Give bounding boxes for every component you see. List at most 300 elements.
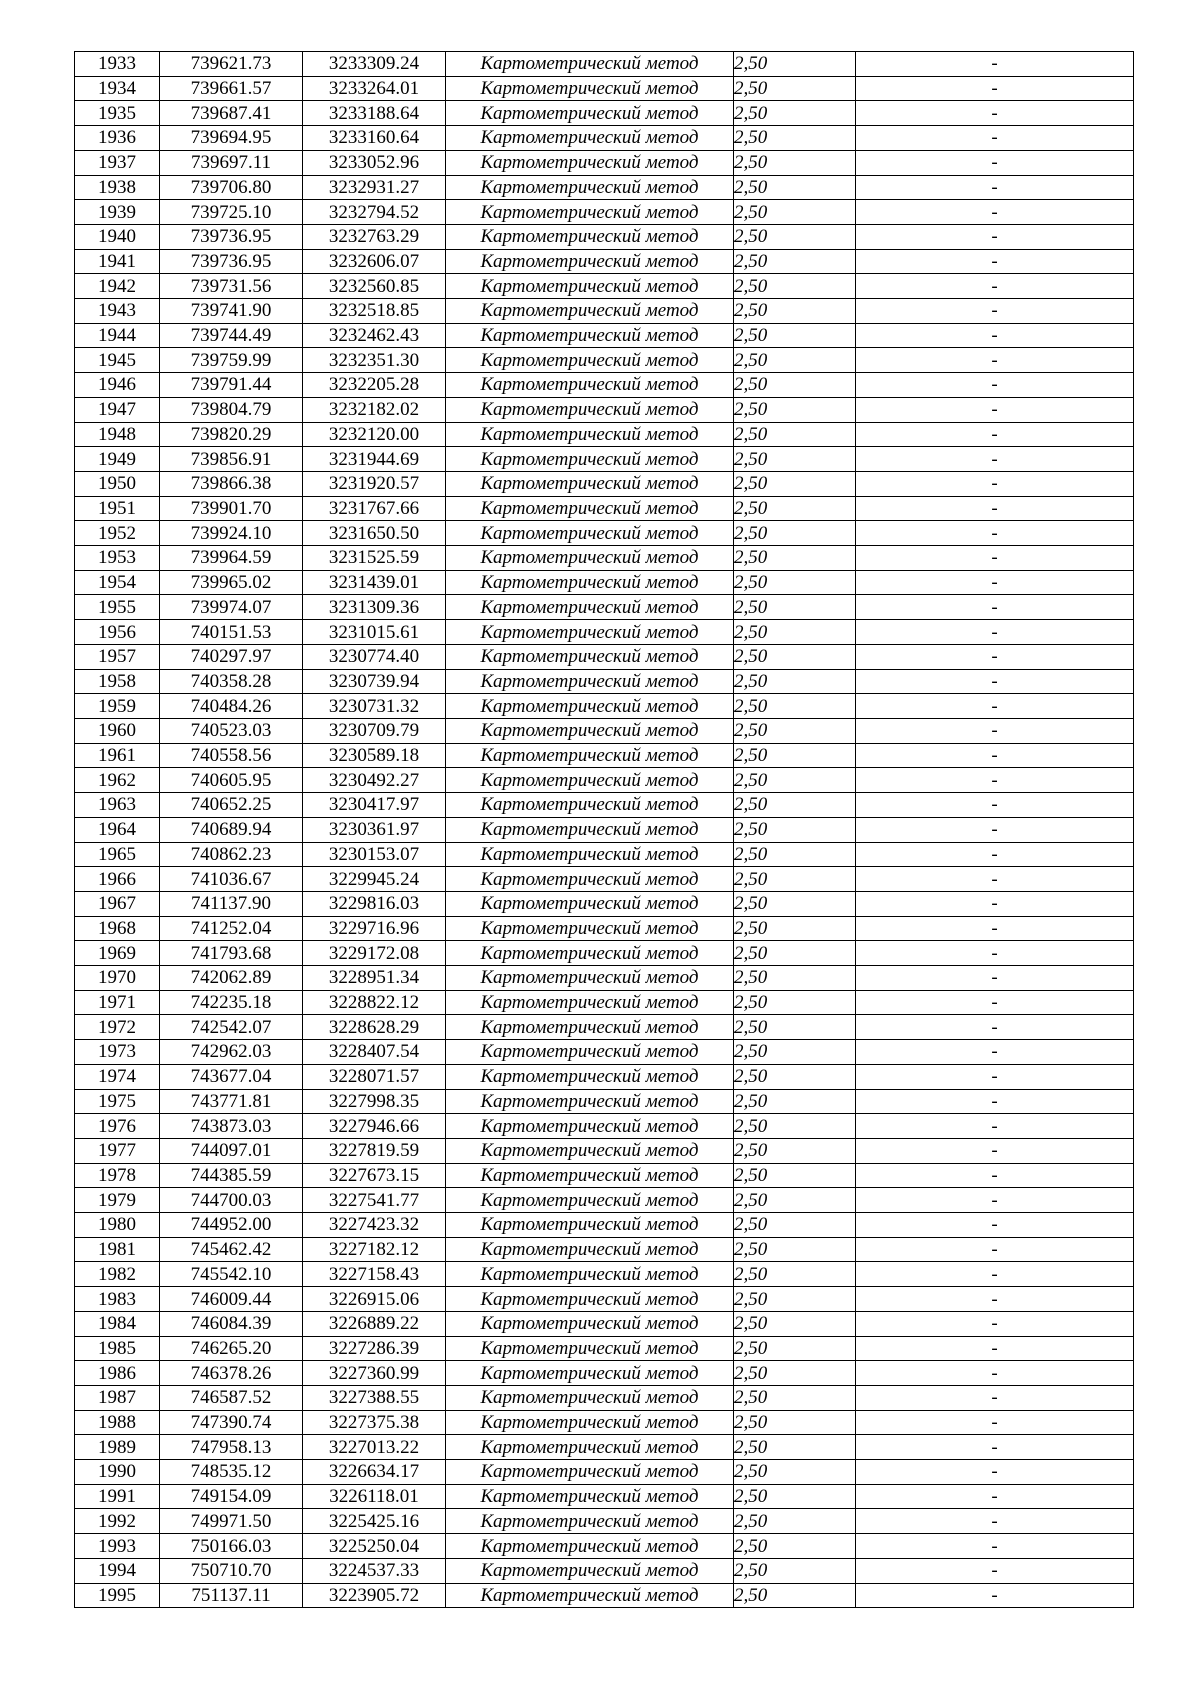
point-number-cell: 1976 [75,1114,160,1139]
x-coordinate-cell: 739621.73 [160,52,303,77]
method-cell: Картометрический метод [446,768,734,793]
y-coordinate-cell: 3233188.64 [303,101,446,126]
point-number-cell: 1989 [75,1435,160,1460]
y-coordinate-cell: 3232931.27 [303,175,446,200]
point-number-cell: 1963 [75,793,160,818]
point-number-cell: 1950 [75,471,160,496]
accuracy-cell: 2,50 [734,175,856,200]
y-coordinate-cell: 3228628.29 [303,1015,446,1040]
point-number-cell: 1978 [75,1163,160,1188]
y-coordinate-cell: 3231439.01 [303,570,446,595]
point-number-cell: 1967 [75,891,160,916]
x-coordinate-cell: 739974.07 [160,595,303,620]
y-coordinate-cell: 3224537.33 [303,1558,446,1583]
accuracy-cell: 2,50 [734,1163,856,1188]
description-cell: - [856,595,1134,620]
method-cell: Картометрический метод [446,595,734,620]
description-cell: - [856,570,1134,595]
y-coordinate-cell: 3227998.35 [303,1089,446,1114]
accuracy-cell: 2,50 [734,644,856,669]
y-coordinate-cell: 3232182.02 [303,397,446,422]
method-cell: Картометрический метод [446,669,734,694]
y-coordinate-cell: 3232351.30 [303,348,446,373]
point-number-cell: 1968 [75,916,160,941]
description-cell: - [856,101,1134,126]
x-coordinate-cell: 739759.99 [160,348,303,373]
method-cell: Картометрический метод [446,1410,734,1435]
description-cell: - [856,249,1134,274]
accuracy-cell: 2,50 [734,52,856,77]
table-row [75,397,1134,422]
table-row [75,990,1134,1015]
description-cell: - [856,1089,1134,1114]
description-cell: - [856,669,1134,694]
method-cell: Картометрический метод [446,966,734,991]
accuracy-cell: 2,50 [734,1188,856,1213]
x-coordinate-cell: 739804.79 [160,397,303,422]
y-coordinate-cell: 3231525.59 [303,546,446,571]
x-coordinate-cell: 739924.10 [160,521,303,546]
method-cell: Картометрический метод [446,1435,734,1460]
x-coordinate-cell: 740484.26 [160,694,303,719]
method-cell: Картометрический метод [446,471,734,496]
method-cell: Картометрический метод [446,521,734,546]
table-row [75,1484,1134,1509]
y-coordinate-cell: 3233052.96 [303,150,446,175]
method-cell: Картометрический метод [446,1287,734,1312]
y-coordinate-cell: 3230731.32 [303,694,446,719]
method-cell: Картометрический метод [446,1336,734,1361]
description-cell: - [856,1558,1134,1583]
description-cell: - [856,768,1134,793]
accuracy-cell: 2,50 [734,694,856,719]
y-coordinate-cell: 3231650.50 [303,521,446,546]
method-cell: Картометрический метод [446,990,734,1015]
method-cell: Картометрический метод [446,1583,734,1608]
accuracy-cell: 2,50 [734,1138,856,1163]
accuracy-cell: 2,50 [734,249,856,274]
y-coordinate-cell: 3227286.39 [303,1336,446,1361]
point-number-cell: 1977 [75,1138,160,1163]
x-coordinate-cell: 739820.29 [160,422,303,447]
point-number-cell: 1943 [75,299,160,324]
x-coordinate-cell: 746009.44 [160,1287,303,1312]
y-coordinate-cell: 3230739.94 [303,669,446,694]
table-row [75,1385,1134,1410]
accuracy-cell: 2,50 [734,373,856,398]
point-number-cell: 1971 [75,990,160,1015]
point-number-cell: 1936 [75,126,160,151]
method-cell: Картометрический метод [446,1361,734,1386]
table-row [75,496,1134,521]
table-row [75,471,1134,496]
x-coordinate-cell: 739731.56 [160,274,303,299]
table-row [75,200,1134,225]
accuracy-cell: 2,50 [734,1534,856,1559]
accuracy-cell: 2,50 [734,101,856,126]
accuracy-cell: 2,50 [734,1361,856,1386]
method-cell: Картометрический метод [446,200,734,225]
accuracy-cell: 2,50 [734,1410,856,1435]
point-number-cell: 1966 [75,867,160,892]
table-row [75,1287,1134,1312]
accuracy-cell: 2,50 [734,447,856,472]
description-cell: - [856,496,1134,521]
x-coordinate-cell: 740652.25 [160,793,303,818]
x-coordinate-cell: 749971.50 [160,1509,303,1534]
description-cell: - [856,1410,1134,1435]
accuracy-cell: 2,50 [734,718,856,743]
y-coordinate-cell: 3232120.00 [303,422,446,447]
description-cell: - [856,126,1134,151]
point-number-cell: 1988 [75,1410,160,1435]
description-cell: - [856,348,1134,373]
point-number-cell: 1982 [75,1262,160,1287]
x-coordinate-cell: 742962.03 [160,1040,303,1065]
x-coordinate-cell: 739744.49 [160,323,303,348]
x-coordinate-cell: 746378.26 [160,1361,303,1386]
description-cell: - [856,175,1134,200]
x-coordinate-cell: 744700.03 [160,1188,303,1213]
x-coordinate-cell: 739697.11 [160,150,303,175]
table-row [75,1262,1134,1287]
method-cell: Картометрический метод [446,916,734,941]
description-cell: - [856,1114,1134,1139]
point-number-cell: 1994 [75,1558,160,1583]
point-number-cell: 1980 [75,1213,160,1238]
x-coordinate-cell: 741252.04 [160,916,303,941]
y-coordinate-cell: 3232205.28 [303,373,446,398]
method-cell: Картометрический метод [446,1163,734,1188]
accuracy-cell: 2,50 [734,323,856,348]
method-cell: Картометрический метод [446,743,734,768]
description-cell: - [856,1484,1134,1509]
coordinates-table [74,51,1134,1608]
accuracy-cell: 2,50 [734,1114,856,1139]
table-row [75,1237,1134,1262]
description-cell: - [856,916,1134,941]
description-cell: - [856,200,1134,225]
y-coordinate-cell: 3227375.38 [303,1410,446,1435]
y-coordinate-cell: 3227423.32 [303,1213,446,1238]
y-coordinate-cell: 3231309.36 [303,595,446,620]
table-row [75,323,1134,348]
y-coordinate-cell: 3232518.85 [303,299,446,324]
description-cell: - [856,842,1134,867]
accuracy-cell: 2,50 [734,224,856,249]
table-row [75,1460,1134,1485]
description-cell: - [856,1040,1134,1065]
table-row [75,1509,1134,1534]
y-coordinate-cell: 3232763.29 [303,224,446,249]
point-number-cell: 1949 [75,447,160,472]
table-row [75,595,1134,620]
method-cell: Картометрический метод [446,1558,734,1583]
accuracy-cell: 2,50 [734,990,856,1015]
accuracy-cell: 2,50 [734,916,856,941]
x-coordinate-cell: 743771.81 [160,1089,303,1114]
method-cell: Картометрический метод [446,867,734,892]
description-cell: - [856,52,1134,77]
y-coordinate-cell: 3226889.22 [303,1311,446,1336]
description-cell: - [856,1583,1134,1608]
table-row [75,1311,1134,1336]
table-row [75,249,1134,274]
description-cell: - [856,1213,1134,1238]
point-number-cell: 1945 [75,348,160,373]
y-coordinate-cell: 3232560.85 [303,274,446,299]
point-number-cell: 1962 [75,768,160,793]
table-row [75,546,1134,571]
x-coordinate-cell: 746265.20 [160,1336,303,1361]
method-cell: Картометрический метод [446,1015,734,1040]
y-coordinate-cell: 3230417.97 [303,793,446,818]
method-cell: Картометрический метод [446,150,734,175]
accuracy-cell: 2,50 [734,1583,856,1608]
table-row [75,101,1134,126]
accuracy-cell: 2,50 [734,471,856,496]
method-cell: Картометрический метод [446,348,734,373]
x-coordinate-cell: 747958.13 [160,1435,303,1460]
point-number-cell: 1992 [75,1509,160,1534]
point-number-cell: 1944 [75,323,160,348]
accuracy-cell: 2,50 [734,1484,856,1509]
table-row [75,1138,1134,1163]
table-row [75,1534,1134,1559]
x-coordinate-cell: 740862.23 [160,842,303,867]
x-coordinate-cell: 740558.56 [160,743,303,768]
point-number-cell: 1983 [75,1287,160,1312]
accuracy-cell: 2,50 [734,126,856,151]
point-number-cell: 1987 [75,1385,160,1410]
table-row [75,447,1134,472]
table-row [75,1213,1134,1238]
method-cell: Картометрический метод [446,323,734,348]
table-row [75,916,1134,941]
x-coordinate-cell: 739736.95 [160,249,303,274]
method-cell: Картометрический метод [446,224,734,249]
description-cell: - [856,1015,1134,1040]
point-number-cell: 1969 [75,941,160,966]
table-row [75,422,1134,447]
accuracy-cell: 2,50 [734,1064,856,1089]
method-cell: Картометрический метод [446,793,734,818]
x-coordinate-cell: 740689.94 [160,817,303,842]
x-coordinate-cell: 748535.12 [160,1460,303,1485]
x-coordinate-cell: 743677.04 [160,1064,303,1089]
table-row [75,126,1134,151]
table-row [75,1188,1134,1213]
description-cell: - [856,1188,1134,1213]
description-cell: - [856,694,1134,719]
x-coordinate-cell: 742235.18 [160,990,303,1015]
y-coordinate-cell: 3231920.57 [303,471,446,496]
accuracy-cell: 2,50 [734,1213,856,1238]
method-cell: Картометрический метод [446,1262,734,1287]
x-coordinate-cell: 739725.10 [160,200,303,225]
y-coordinate-cell: 3228822.12 [303,990,446,1015]
y-coordinate-cell: 3228071.57 [303,1064,446,1089]
description-cell: - [856,224,1134,249]
accuracy-cell: 2,50 [734,1336,856,1361]
table-row [75,669,1134,694]
y-coordinate-cell: 3229945.24 [303,867,446,892]
x-coordinate-cell: 739901.70 [160,496,303,521]
y-coordinate-cell: 3230774.40 [303,644,446,669]
y-coordinate-cell: 3227388.55 [303,1385,446,1410]
accuracy-cell: 2,50 [734,1040,856,1065]
method-cell: Картометрический метод [446,570,734,595]
description-cell: - [856,76,1134,101]
y-coordinate-cell: 3227360.99 [303,1361,446,1386]
accuracy-cell: 2,50 [734,1460,856,1485]
table-row [75,817,1134,842]
table-row [75,966,1134,991]
accuracy-cell: 2,50 [734,1509,856,1534]
description-cell: - [856,1534,1134,1559]
y-coordinate-cell: 3227182.12 [303,1237,446,1262]
accuracy-cell: 2,50 [734,842,856,867]
y-coordinate-cell: 3227819.59 [303,1138,446,1163]
y-coordinate-cell: 3228951.34 [303,966,446,991]
description-cell: - [856,817,1134,842]
description-cell: - [856,1460,1134,1485]
accuracy-cell: 2,50 [734,768,856,793]
point-number-cell: 1973 [75,1040,160,1065]
y-coordinate-cell: 3227158.43 [303,1262,446,1287]
x-coordinate-cell: 740297.97 [160,644,303,669]
method-cell: Картометрический метод [446,1237,734,1262]
accuracy-cell: 2,50 [734,1385,856,1410]
point-number-cell: 1938 [75,175,160,200]
method-cell: Картометрический метод [446,644,734,669]
y-coordinate-cell: 3232794.52 [303,200,446,225]
x-coordinate-cell: 746587.52 [160,1385,303,1410]
method-cell: Картометрический метод [446,817,734,842]
point-number-cell: 1975 [75,1089,160,1114]
description-cell: - [856,891,1134,916]
method-cell: Картометрический метод [446,52,734,77]
description-cell: - [856,373,1134,398]
y-coordinate-cell: 3230361.97 [303,817,446,842]
y-coordinate-cell: 3223905.72 [303,1583,446,1608]
accuracy-cell: 2,50 [734,397,856,422]
point-number-cell: 1956 [75,620,160,645]
x-coordinate-cell: 739791.44 [160,373,303,398]
table-row [75,299,1134,324]
accuracy-cell: 2,50 [734,422,856,447]
table-row [75,274,1134,299]
method-cell: Картометрический метод [446,373,734,398]
y-coordinate-cell: 3227013.22 [303,1435,446,1460]
description-cell: - [856,274,1134,299]
point-number-cell: 1986 [75,1361,160,1386]
y-coordinate-cell: 3233160.64 [303,126,446,151]
method-cell: Картометрический метод [446,1114,734,1139]
x-coordinate-cell: 741036.67 [160,867,303,892]
coordinates-table-body [75,52,1134,1608]
x-coordinate-cell: 739661.57 [160,76,303,101]
x-coordinate-cell: 739736.95 [160,224,303,249]
x-coordinate-cell: 739741.90 [160,299,303,324]
x-coordinate-cell: 744385.59 [160,1163,303,1188]
table-row [75,1089,1134,1114]
point-number-cell: 1939 [75,200,160,225]
accuracy-cell: 2,50 [734,669,856,694]
point-number-cell: 1993 [75,1534,160,1559]
table-row [75,768,1134,793]
point-number-cell: 1979 [75,1188,160,1213]
description-cell: - [856,644,1134,669]
y-coordinate-cell: 3230589.18 [303,743,446,768]
table-row [75,620,1134,645]
description-cell: - [856,620,1134,645]
point-number-cell: 1984 [75,1311,160,1336]
description-cell: - [856,397,1134,422]
table-row [75,76,1134,101]
description-cell: - [856,990,1134,1015]
description-cell: - [856,521,1134,546]
method-cell: Картометрический метод [446,496,734,521]
accuracy-cell: 2,50 [734,76,856,101]
table-row [75,224,1134,249]
method-cell: Картометрический метод [446,274,734,299]
table-row [75,1064,1134,1089]
description-cell: - [856,1163,1134,1188]
table-row [75,521,1134,546]
point-number-cell: 1958 [75,669,160,694]
accuracy-cell: 2,50 [734,966,856,991]
accuracy-cell: 2,50 [734,793,856,818]
x-coordinate-cell: 740358.28 [160,669,303,694]
description-cell: - [856,1138,1134,1163]
table-row [75,1336,1134,1361]
point-number-cell: 1965 [75,842,160,867]
table-row [75,52,1134,77]
x-coordinate-cell: 739687.41 [160,101,303,126]
point-number-cell: 1981 [75,1237,160,1262]
table-row [75,1040,1134,1065]
table-row [75,718,1134,743]
point-number-cell: 1934 [75,76,160,101]
method-cell: Картометрический метод [446,694,734,719]
accuracy-cell: 2,50 [734,817,856,842]
table-row [75,842,1134,867]
x-coordinate-cell: 743873.03 [160,1114,303,1139]
point-number-cell: 1953 [75,546,160,571]
y-coordinate-cell: 3231015.61 [303,620,446,645]
table-row [75,694,1134,719]
description-cell: - [856,793,1134,818]
method-cell: Картометрический метод [446,546,734,571]
x-coordinate-cell: 745542.10 [160,1262,303,1287]
x-coordinate-cell: 750710.70 [160,1558,303,1583]
accuracy-cell: 2,50 [734,1558,856,1583]
x-coordinate-cell: 739964.59 [160,546,303,571]
accuracy-cell: 2,50 [734,1262,856,1287]
x-coordinate-cell: 739856.91 [160,447,303,472]
accuracy-cell: 2,50 [734,299,856,324]
accuracy-cell: 2,50 [734,546,856,571]
x-coordinate-cell: 744097.01 [160,1138,303,1163]
table-row [75,1163,1134,1188]
table-row [75,150,1134,175]
method-cell: Картометрический метод [446,126,734,151]
description-cell: - [856,1311,1134,1336]
x-coordinate-cell: 739706.80 [160,175,303,200]
description-cell: - [856,471,1134,496]
table-row [75,1114,1134,1139]
